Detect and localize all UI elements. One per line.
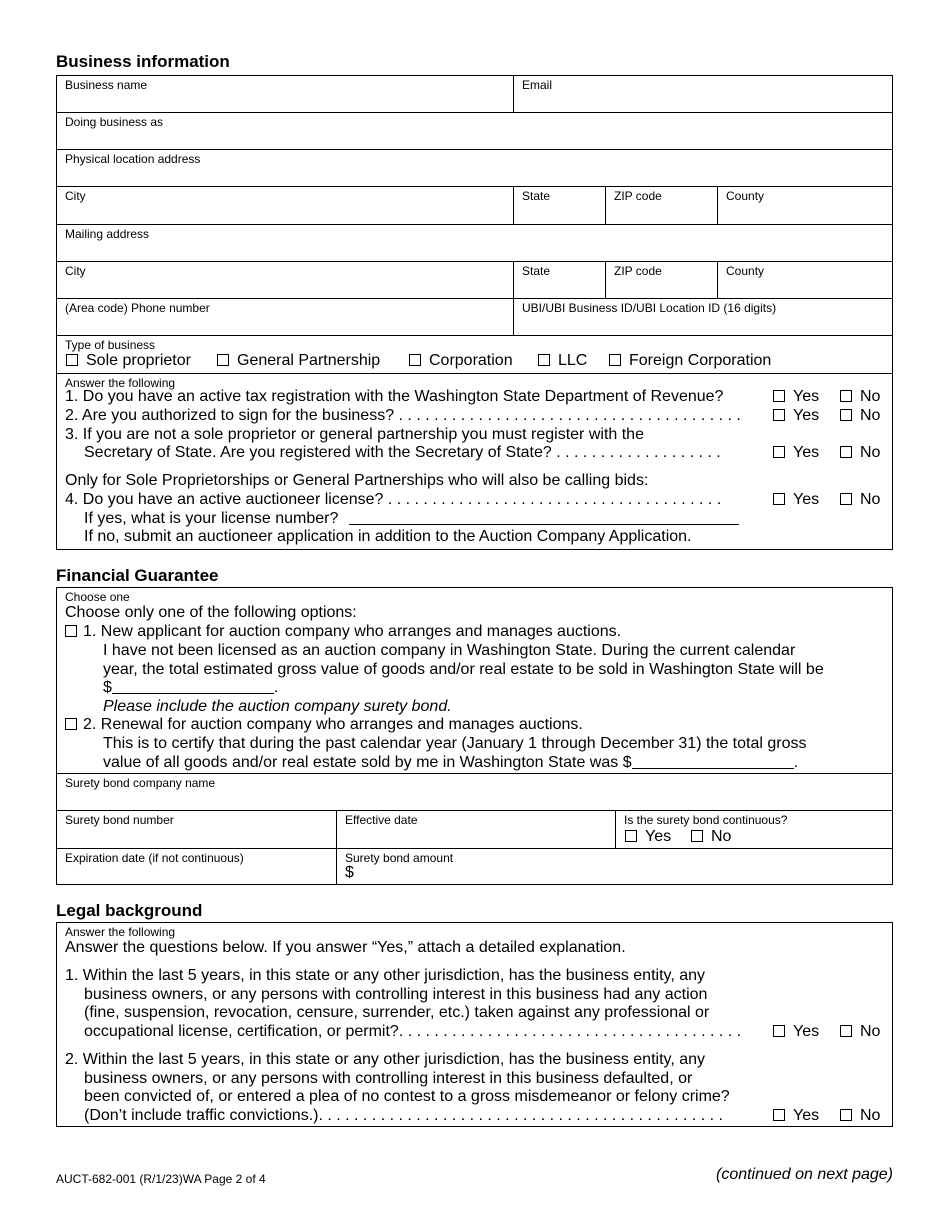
legal-q2-yes[interactable]: Yes <box>773 1107 819 1125</box>
legal-q2-line-2: business owners, or any persons with controlling interest in this business defaulted, or <box>84 1070 693 1087</box>
type-sole-proprietor[interactable]: Sole proprietor <box>66 352 191 370</box>
mailing-zip-field[interactable] <box>605 262 717 298</box>
mailing-city-field[interactable] <box>57 262 513 298</box>
question-1: 1. Do you have an active tax registration with the Washington State Department of Revenue? <box>65 388 724 405</box>
type-of-business-row <box>57 336 892 374</box>
type-foreign-corporation[interactable]: Foreign Corporation <box>609 352 771 370</box>
continued-note: (continued on next page) <box>715 1166 893 1183</box>
checkbox-icon <box>773 1025 785 1037</box>
type-general-partnership[interactable]: General Partnership <box>217 352 380 370</box>
checkbox-icon <box>773 390 785 402</box>
checkbox-icon <box>691 830 703 842</box>
auctioneer-application-note: If no, submit an auctioneer application in addition to the Auction Company Application. <box>84 528 692 545</box>
checkbox-icon <box>65 718 77 730</box>
continuous-question <box>615 811 892 848</box>
legal-q2-line-3: been convicted of, or entered a plea of no contest to a gross misdemeanor or felony crime? <box>84 1088 730 1105</box>
q2-yes[interactable]: Yes <box>773 407 819 425</box>
option-2-title[interactable]: 2. Renewal for auction company who arranges and manages auctions. <box>65 716 583 734</box>
checkbox-icon <box>773 493 785 505</box>
checkbox-icon <box>840 409 852 421</box>
option-1-line-2: year, the total estimated gross value of goods and/or real estate to be sold in Washington State will be <box>103 661 824 678</box>
surety-number-field[interactable] <box>57 811 336 848</box>
checkbox-icon[interactable] <box>609 354 621 366</box>
row-mailing-city <box>57 262 892 299</box>
checkbox-icon <box>840 390 852 402</box>
legal-q1-yes[interactable]: Yes <box>773 1023 819 1041</box>
surety-amount-dollar: $ <box>345 864 354 881</box>
effective-date-field[interactable] <box>336 811 615 848</box>
q3-yes[interactable]: Yes <box>773 444 819 462</box>
choose-one-label: Choose one <box>65 590 130 604</box>
effective-date-label: Effective date <box>345 813 418 827</box>
type-of-business-label: Type of business <box>65 338 156 352</box>
county-label: County <box>726 189 765 203</box>
license-number-prompt: If yes, what is your license number? <box>84 510 739 528</box>
legal-answer-label: Answer the following <box>65 925 176 939</box>
surety-amount-label: Surety bond amount <box>345 851 454 865</box>
zip-label: ZIP code <box>614 189 662 203</box>
surety-company-label: Surety bond company name <box>65 776 216 790</box>
choose-only-text: Choose only one of the following options: <box>65 604 357 621</box>
q1-yes[interactable]: Yes <box>773 388 819 406</box>
checkbox-icon <box>840 1109 852 1121</box>
continuous-yes[interactable]: Yes <box>625 828 671 846</box>
license-number-input[interactable] <box>349 510 739 525</box>
legal-q2-line-4: (Don’t include traffic convictions.). . . . . . . . . . . . . . . . . . . . . . . . . . . . . . . . . . . . . . . . . . . . . . <box>84 1107 723 1124</box>
phone-field[interactable] <box>57 299 513 335</box>
financial-guarantee-box <box>56 587 893 885</box>
option-2-line-1: This is to certify that during the past calendar year (January 1 through December 31) the total gross <box>103 735 807 752</box>
mailing-county-field[interactable] <box>717 262 892 298</box>
question-3-line-2: Secretary of State. Are you registered with the Secretary of State? . . . . . . . . . . . . . . . . . . . <box>84 444 721 461</box>
question-2: 2. Are you authorized to sign for the business? . . . . . . . . . . . . . . . . . . . . . . . . . . . . . . . . . . . . . . . <box>65 407 741 424</box>
option-1-note: Please include the auction company surety bond. <box>103 698 452 715</box>
form-id: AUCT-682-001 (R/1/23)WA Page 2 of 4 <box>56 1172 266 1186</box>
row-physical-city <box>57 187 892 225</box>
legal-q1-line-4: occupational license, certification, or permit?. . . . . . . . . . . . . . . . . . . . . . . . . . . . . . . . . . . . . . . <box>84 1023 742 1040</box>
continuous-no[interactable]: No <box>691 828 731 846</box>
legal-q2-no[interactable]: No <box>840 1107 880 1125</box>
checkbox-icon <box>840 446 852 458</box>
state-label: State <box>522 264 551 278</box>
county-label: County <box>726 264 765 278</box>
estimated-value-input[interactable] <box>112 679 274 694</box>
city-label: City <box>65 264 86 278</box>
surety-company-field[interactable] <box>57 774 892 811</box>
checkbox-icon <box>65 625 77 637</box>
city-label: City <box>65 189 86 203</box>
legal-q1-line-3: (fine, suspension, revocation, censure, surrender, etc.) taken against any professional or <box>84 1004 710 1021</box>
row-phone-ubi <box>57 299 892 336</box>
surety-amount-field[interactable] <box>336 849 892 884</box>
question-4: 4. Do you have an active auctioneer license? . . . . . . . . . . . . . . . . . . . . . . . . . . . . . . . . . . . . . . <box>65 491 722 508</box>
business-info-title: Business information <box>56 52 230 71</box>
mailing-address-label: Mailing address <box>65 227 150 241</box>
legal-intro: Answer the questions below. If you answer “Yes,” attach a detailed explanation. <box>65 939 626 956</box>
q2-no[interactable]: No <box>840 407 880 425</box>
legal-background-box <box>56 922 893 1127</box>
phone-label: (Area code) Phone number <box>65 301 210 315</box>
checkbox-icon <box>773 409 785 421</box>
only-for-note: Only for Sole Proprietorships or General Partnerships who will also be calling bids: <box>65 472 649 489</box>
q4-no[interactable]: No <box>840 491 880 509</box>
continuous-label: Is the surety bond continuous? <box>624 813 788 827</box>
q4-yes[interactable]: Yes <box>773 491 819 509</box>
physical-county-field[interactable] <box>717 187 892 224</box>
email-label: Email <box>522 78 553 92</box>
row-surety-details <box>57 811 892 849</box>
question-3-line-1: 3. If you are not a sole proprietor or general partnership you must register with the <box>65 426 644 443</box>
checkbox-icon[interactable] <box>409 354 421 366</box>
option-2-line-2: value of all goods and/or real estate sold by me in Washington State was $ . <box>103 754 799 771</box>
financial-options <box>57 588 892 774</box>
checkbox-icon <box>840 493 852 505</box>
business-info-box <box>56 75 893 550</box>
state-label: State <box>522 189 551 203</box>
checkbox-icon[interactable] <box>538 354 550 366</box>
surety-number-label: Surety bond number <box>65 813 174 827</box>
expiration-date-field[interactable] <box>57 849 336 884</box>
checkbox-icon[interactable] <box>217 354 229 366</box>
checkbox-icon <box>840 1025 852 1037</box>
physical-address-field[interactable] <box>57 150 892 187</box>
email-field[interactable] <box>513 76 892 112</box>
expiration-label: Expiration date (if not continuous) <box>65 851 244 865</box>
legal-background-title: Legal background <box>56 901 203 920</box>
physical-city-field[interactable] <box>57 187 513 224</box>
checkbox-icon <box>773 446 785 458</box>
dba-field[interactable] <box>57 113 892 150</box>
total-value-input[interactable] <box>632 754 794 769</box>
physical-zip-field[interactable] <box>605 187 717 224</box>
type-llc[interactable]: LLC <box>538 352 587 370</box>
financial-guarantee-title: Financial Guarantee <box>56 566 219 585</box>
legal-q2-line-1: 2. Within the last 5 years, in this state or any other jurisdiction, has the business entity, any <box>65 1051 706 1068</box>
row-expiration-amount <box>57 849 892 884</box>
q1-no[interactable]: No <box>840 388 880 406</box>
option-1-amount: $ . <box>103 679 279 696</box>
q3-no[interactable]: No <box>840 444 880 462</box>
physical-state-field[interactable] <box>513 187 605 224</box>
mailing-state-field[interactable] <box>513 262 605 298</box>
option-1-line-1: I have not been licensed as an auction company in Washington State. During the current calendar <box>103 642 796 659</box>
legal-q1-line-1: 1. Within the last 5 years, in this state or any other jurisdiction, has the business entity, any <box>65 967 706 984</box>
business-questions <box>57 374 892 549</box>
ubi-label: UBI/UBI Business ID/UBI Location ID (16 digits) <box>522 301 777 315</box>
business-name-field[interactable] <box>57 76 513 112</box>
type-corporation[interactable]: Corporation <box>409 352 513 370</box>
checkbox-icon <box>773 1109 785 1121</box>
row-name-email <box>57 76 892 113</box>
option-1-title[interactable]: 1. New applicant for auction company who arranges and manages auctions. <box>65 623 621 641</box>
dba-label: Doing business as <box>65 115 164 129</box>
answer-following-label: Answer the following <box>65 376 176 390</box>
checkbox-icon[interactable] <box>66 354 78 366</box>
zip-label: ZIP code <box>614 264 662 278</box>
business-name-label: Business name <box>65 78 148 92</box>
legal-q1-no[interactable]: No <box>840 1023 880 1041</box>
legal-q1-line-2: business owners, or any persons with controlling interest in this business had any action <box>84 986 708 1003</box>
ubi-field[interactable] <box>513 299 892 335</box>
mailing-address-field[interactable] <box>57 225 892 262</box>
checkbox-icon <box>625 830 637 842</box>
physical-address-label: Physical location address <box>65 152 201 166</box>
